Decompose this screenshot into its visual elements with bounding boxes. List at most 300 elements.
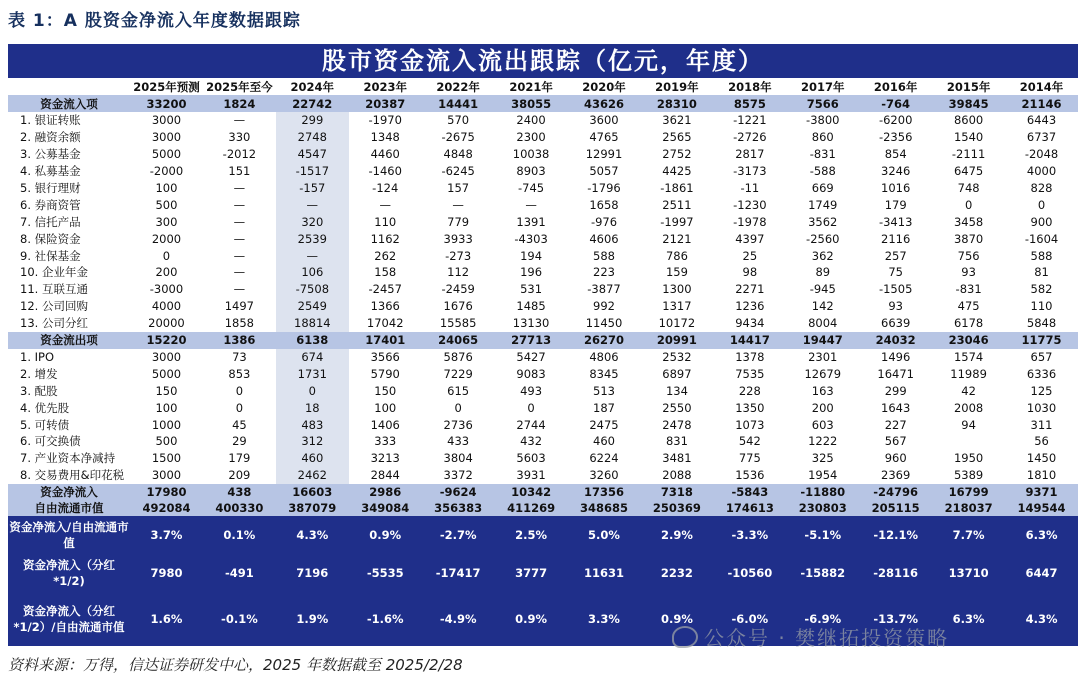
data-cell: 1386 [203, 332, 276, 349]
data-cell: 8600 [953, 113, 984, 128]
data-cell: — [233, 181, 246, 195]
data-cell: 786 [665, 248, 688, 263]
column-header: 2022年 [436, 80, 480, 94]
row-label: 资金净流入/自由流通市值 [8, 516, 130, 554]
data-cell: -976 [590, 214, 618, 229]
row-label: 3. 公募基金 [20, 147, 81, 162]
data-cell: 223 [593, 265, 615, 280]
data-cell: -0.1% [203, 592, 276, 646]
data-cell: 7535 [735, 366, 765, 381]
data-cell: 89 [815, 265, 831, 280]
data-cell: 3000 [151, 130, 182, 145]
data-cell: 588 [1030, 248, 1053, 263]
data-cell: 588 [593, 248, 615, 263]
data-cell: 3000 [151, 468, 182, 483]
data-cell: 1.9% [276, 592, 349, 646]
data-cell: 1300 [662, 282, 692, 297]
data-cell: 3000 [151, 350, 182, 365]
data-cell: 320 [276, 213, 349, 230]
data-cell: 125 [1030, 383, 1053, 398]
data-cell: 42 [961, 383, 976, 398]
table-row [8, 247, 1078, 264]
data-cell: 81 [1034, 265, 1049, 280]
data-cell: 23046 [932, 332, 1005, 349]
data-cell: 7196 [276, 554, 349, 592]
data-cell: -1460 [368, 164, 402, 179]
data-cell: -1861 [660, 181, 694, 195]
table-row [8, 349, 1078, 366]
table-row [8, 196, 1078, 213]
data-cell: 2478 [662, 417, 692, 432]
data-cell: 6443 [1026, 113, 1057, 128]
data-cell: -2726 [733, 130, 767, 145]
data-cell: 0.9% [640, 592, 713, 646]
table-row [8, 500, 1078, 516]
table-caption: 表 1：A 股资金净流入年度数据跟踪 [8, 11, 301, 31]
row-label: 7. 产业资本净减持 [20, 451, 116, 466]
data-cell: 20000 [148, 316, 185, 331]
data-cell: 542 [738, 434, 761, 449]
data-cell: 779 [447, 214, 470, 229]
data-cell: 163 [811, 383, 834, 398]
data-cell: 1317 [662, 299, 692, 314]
table-row [8, 129, 1078, 146]
data-cell: -491 [203, 554, 276, 592]
data-cell: 0 [1037, 197, 1046, 212]
data-cell: 11450 [585, 316, 623, 331]
data-cell: 8004 [808, 316, 838, 331]
column-header: 2016年 [873, 80, 918, 94]
data-cell: -124 [372, 181, 399, 195]
data-cell: 2532 [662, 350, 692, 365]
data-cell: 4000 [151, 299, 182, 314]
data-cell: 43626 [568, 95, 641, 112]
data-cell: 854 [884, 147, 907, 162]
data-cell: 582 [1030, 282, 1053, 297]
data-cell: 0 [964, 197, 973, 212]
data-cell: 18814 [276, 315, 349, 332]
data-cell: -2356 [878, 130, 913, 145]
data-cell: 362 [811, 248, 834, 263]
data-cell: 6224 [589, 451, 619, 466]
row-label: 10. 企业年金 [20, 265, 88, 280]
data-cell: 615 [447, 383, 470, 398]
row-label: 资金净流入（分红*1/2) [8, 554, 130, 592]
data-cell: 6897 [662, 366, 692, 381]
data-cell: -1505 [878, 282, 913, 297]
data-cell: 20387 [349, 95, 422, 112]
data-cell: 100 [155, 400, 178, 415]
table-row [8, 433, 1078, 450]
data-cell: 3.3% [568, 592, 641, 646]
data-cell: 194 [520, 248, 543, 263]
data-cell: 1496 [881, 350, 911, 365]
data-cell: 24032 [859, 332, 932, 349]
data-cell: -2012 [222, 147, 257, 162]
header-blank [8, 79, 130, 95]
data-cell: 93 [961, 265, 976, 280]
data-cell: 1030 [1026, 400, 1057, 415]
data-cell: 2301 [808, 350, 838, 365]
data-cell: 179 [228, 451, 251, 466]
data-cell: 2844 [370, 468, 400, 483]
data-cell: 0 [276, 382, 349, 399]
data-cell: 100 [155, 181, 178, 195]
row-label: 11. 互联互通 [20, 282, 88, 297]
data-cell: 432 [520, 434, 543, 449]
row-label: 自由流通市值 [8, 500, 130, 516]
data-cell: 2232 [640, 554, 713, 592]
data-cell: 493 [520, 383, 543, 398]
data-cell: 18 [276, 399, 349, 416]
table-banner-title: 股市资金流入流出跟踪（亿元，年度） [8, 44, 1078, 78]
table-row [8, 281, 1078, 298]
data-cell: 112 [447, 265, 470, 280]
data-cell: 250369 [640, 500, 713, 516]
data-cell: — [276, 196, 349, 213]
data-cell: 6.3% [932, 592, 1005, 646]
data-cell: 3562 [808, 214, 838, 229]
data-cell: 0 [162, 248, 171, 263]
data-cell: 7980 [130, 554, 203, 592]
data-cell: 1749 [808, 197, 838, 212]
data-cell: 3458 [953, 214, 984, 229]
data-cell: -3.3% [713, 516, 786, 554]
data-cell: 3600 [589, 113, 619, 128]
data-cell: 669 [811, 181, 834, 195]
data-cell: 159 [665, 265, 688, 280]
row-label: 6. 可交换债 [20, 434, 81, 449]
wechat-icon [672, 626, 698, 648]
data-cell: 500 [155, 434, 178, 449]
table-row [8, 146, 1078, 163]
table-row [8, 484, 1078, 500]
data-cell: 17042 [366, 316, 404, 331]
data-cell: 3246 [881, 164, 911, 179]
data-cell: 4848 [443, 147, 473, 162]
data-cell [932, 433, 1005, 450]
data-cell: 15220 [130, 332, 203, 349]
data-cell: 17356 [568, 484, 641, 500]
data-cell: -2111 [951, 147, 986, 162]
data-cell: 16603 [276, 484, 349, 500]
data-cell: 209 [228, 468, 251, 483]
data-cell: 14417 [713, 332, 786, 349]
table-row [8, 554, 1078, 592]
data-cell: 6475 [953, 164, 984, 179]
data-cell: 200 [811, 400, 834, 415]
data-cell: 2462 [276, 467, 349, 484]
data-cell: 8903 [516, 164, 546, 179]
data-cell: -5843 [713, 484, 786, 500]
data-cell: 106 [276, 264, 349, 281]
data-cell: 1500 [151, 451, 182, 466]
data-cell: 831 [665, 434, 688, 449]
data-cell: 14441 [422, 95, 495, 112]
data-cell: 1824 [203, 95, 276, 112]
data-cell: 333 [374, 434, 397, 449]
data-cell: 2539 [276, 230, 349, 247]
column-header: 2025年预测 [133, 80, 200, 94]
data-cell: 460 [593, 434, 615, 449]
data-cell: 12991 [585, 147, 623, 162]
data-cell: 13130 [512, 316, 550, 331]
data-cell: 828 [1030, 181, 1053, 195]
data-cell: 3481 [662, 451, 692, 466]
data-cell: 492084 [130, 500, 203, 516]
data-cell: -1796 [587, 181, 621, 195]
row-label: 资金净流入（分红*1/2）/自由流通市值 [8, 592, 130, 646]
data-cell: 1810 [1026, 468, 1057, 483]
data-cell: -2459 [441, 282, 475, 297]
data-cell: -588 [809, 164, 836, 179]
data-cell: -4303 [514, 231, 548, 246]
data-cell: -273 [445, 248, 472, 263]
data-cell: 25 [742, 248, 758, 263]
data-cell: — [233, 248, 246, 263]
data-cell: 8345 [589, 366, 619, 381]
data-cell: 110 [1030, 299, 1053, 314]
data-cell: 2271 [735, 282, 765, 297]
data-cell: 3566 [370, 350, 400, 365]
data-cell: -1604 [1024, 231, 1059, 246]
data-cell: 11989 [950, 366, 987, 381]
watermark-text: 公众号 · 樊继拓投资策略 [704, 626, 950, 650]
data-cell: -764 [859, 95, 932, 112]
data-cell: 228 [738, 383, 761, 398]
data-cell: 11775 [1005, 332, 1078, 349]
data-cell: 3933 [443, 231, 473, 246]
data-cell: 500 [155, 197, 178, 212]
data-cell: 756 [957, 248, 980, 263]
data-cell: 748 [957, 181, 980, 195]
data-cell: -9624 [422, 484, 495, 500]
data-cell: -1970 [368, 113, 402, 128]
data-cell: 100 [374, 400, 397, 415]
data-cell: 1073 [735, 417, 765, 432]
data-cell: 10342 [495, 484, 568, 500]
column-header: 2021年 [509, 80, 553, 94]
data-cell: -3000 [149, 282, 184, 297]
data-cell: 3.7% [130, 516, 203, 554]
data-cell: 400330 [203, 500, 276, 516]
data-cell: 9371 [1005, 484, 1078, 500]
data-cell: 21146 [1005, 95, 1078, 112]
data-cell: 325 [811, 451, 834, 466]
table-row [8, 365, 1078, 382]
data-cell: 1348 [370, 130, 400, 145]
data-cell: 513 [593, 383, 615, 398]
data-cell: 2400 [516, 113, 546, 128]
row-label: 1. 银证转账 [20, 113, 81, 128]
data-cell: 2511 [662, 197, 692, 212]
data-cell: — [233, 282, 246, 297]
data-cell: 1162 [370, 231, 400, 246]
data-cell: 205115 [859, 500, 932, 516]
data-cell: 9434 [735, 316, 765, 331]
table-row [8, 112, 1078, 129]
data-cell: 1954 [808, 468, 838, 483]
data-cell: -6200 [878, 113, 913, 128]
data-cell: 960 [884, 451, 907, 466]
data-cell: -1517 [276, 163, 349, 180]
data-cell: 2.9% [640, 516, 713, 554]
data-cell: 5876 [443, 350, 473, 365]
data-cell: 348685 [568, 500, 641, 516]
data-cell: 22742 [276, 95, 349, 112]
data-cell: 11631 [568, 554, 641, 592]
data-cell: 2121 [662, 231, 692, 246]
data-cell: 4460 [370, 147, 400, 162]
data-cell: -3173 [733, 164, 767, 179]
data-cell: -7508 [276, 281, 349, 298]
column-header: 2019年 [655, 80, 699, 94]
data-cell: -1978 [733, 214, 767, 229]
row-label: 资金流入项 [8, 95, 130, 112]
data-cell: 45 [232, 417, 247, 432]
data-cell: 0.9% [349, 516, 422, 554]
data-cell: 5000 [151, 147, 182, 162]
column-header: 2024年 [290, 80, 335, 94]
data-cell: -3877 [587, 282, 621, 297]
data-cell: -6.0% [713, 592, 786, 646]
column-header: 2020年 [582, 80, 626, 94]
data-cell: 1574 [953, 350, 984, 365]
table-row [8, 315, 1078, 332]
data-cell: 262 [374, 248, 397, 263]
row-label: 2. 融资余额 [20, 130, 81, 145]
data-cell: 1658 [589, 197, 619, 212]
data-cell: 1643 [881, 400, 911, 415]
column-header: 2023年 [363, 80, 407, 94]
data-cell: 0 [454, 400, 462, 415]
data-cell: 5389 [953, 468, 984, 483]
table-row [8, 332, 1078, 349]
table-row [8, 467, 1078, 484]
data-cell: 26270 [568, 332, 641, 349]
data-cell: 1858 [224, 316, 255, 331]
data-cell: -6.9% [786, 592, 859, 646]
data-cell: 10172 [658, 316, 696, 331]
data-cell: 6178 [953, 316, 984, 331]
data-cell: — [525, 197, 537, 212]
data-cell: 853 [228, 366, 251, 381]
data-cell: 1536 [735, 468, 765, 483]
data-cell: 0.1% [203, 516, 276, 554]
data-cell: 1016 [881, 181, 911, 195]
row-label: 9. 社保基金 [20, 248, 81, 263]
row-label: 4. 优先股 [20, 400, 70, 415]
data-cell: 1222 [808, 434, 838, 449]
data-cell: — [233, 197, 246, 212]
data-cell: 5000 [151, 366, 182, 381]
data-cell: 2369 [881, 468, 911, 483]
data-cell: 2549 [276, 298, 349, 315]
data-cell: 15585 [439, 316, 477, 331]
data-cell: 17401 [349, 332, 422, 349]
data-cell: -2000 [149, 164, 184, 179]
table-row [8, 95, 1078, 112]
data-cell: -24796 [859, 484, 932, 500]
row-label: 8. 保险资金 [20, 231, 81, 246]
data-cell: — [379, 197, 391, 212]
data-cell: 1000 [151, 417, 182, 432]
data-cell: 13710 [932, 554, 1005, 592]
data-cell: 157 [447, 181, 470, 195]
data-cell: 5427 [516, 350, 546, 365]
data-cell: 2.5% [495, 516, 568, 554]
data-cell: 1391 [516, 214, 546, 229]
table-row [8, 264, 1078, 281]
data-cell: 6.3% [1005, 516, 1078, 554]
data-cell: 1406 [370, 417, 400, 432]
data-cell: 674 [276, 349, 349, 366]
data-cell: 27713 [495, 332, 568, 349]
row-label: 7. 信托产品 [20, 214, 81, 229]
data-cell: 7318 [640, 484, 713, 500]
table-row [8, 416, 1078, 433]
data-cell: 94 [961, 417, 976, 432]
row-label: 3. 配股 [20, 383, 58, 398]
data-cell: 2300 [516, 130, 546, 145]
row-label: 资金净流入 [8, 484, 130, 500]
data-cell: 39845 [932, 95, 1005, 112]
data-cell: 4765 [589, 130, 619, 145]
table-row [8, 516, 1078, 554]
table-row [8, 298, 1078, 315]
data-cell: 570 [447, 113, 470, 128]
data-cell: -157 [276, 180, 349, 197]
data-cell: 10038 [512, 147, 550, 162]
data-cell: 150 [374, 383, 397, 398]
data-cell: 5790 [370, 366, 400, 381]
row-label: 13. 公司分红 [20, 316, 88, 331]
data-cell: 4425 [662, 164, 692, 179]
data-cell: 657 [1030, 350, 1053, 365]
data-cell: 2008 [953, 400, 984, 415]
data-cell: 73 [232, 350, 247, 365]
data-cell: 174613 [713, 500, 786, 516]
data-cell: -2048 [1024, 147, 1059, 162]
data-cell: 158 [374, 265, 397, 280]
data-cell: -11 [740, 181, 760, 195]
table-row [8, 382, 1078, 399]
data-cell: 4547 [276, 146, 349, 163]
data-cell: 4397 [735, 231, 765, 246]
data-cell: 3260 [589, 468, 619, 483]
data-cell: 433 [447, 434, 470, 449]
column-header: 2018年 [728, 80, 772, 94]
data-cell: 2736 [443, 417, 473, 432]
data-cell: 2000 [151, 231, 182, 246]
data-cell: -28116 [859, 554, 932, 592]
data-cell: 9083 [516, 366, 546, 381]
data-cell: 0.9% [495, 592, 568, 646]
data-cell: 8575 [713, 95, 786, 112]
data-cell: 3000 [151, 113, 182, 128]
data-cell: 4.3% [1005, 592, 1078, 646]
data-cell: -1997 [660, 214, 694, 229]
data-cell: 56 [1034, 434, 1049, 449]
data-cell: 4806 [589, 350, 619, 365]
data-cell: — [452, 197, 464, 212]
data-cell: 2565 [662, 130, 692, 145]
data-cell: -15882 [786, 554, 859, 592]
data-cell: 0 [235, 400, 244, 415]
row-label: 4. 私募基金 [20, 164, 81, 179]
row-label: 5. 可转债 [20, 417, 70, 432]
data-cell: 16799 [932, 484, 1005, 500]
